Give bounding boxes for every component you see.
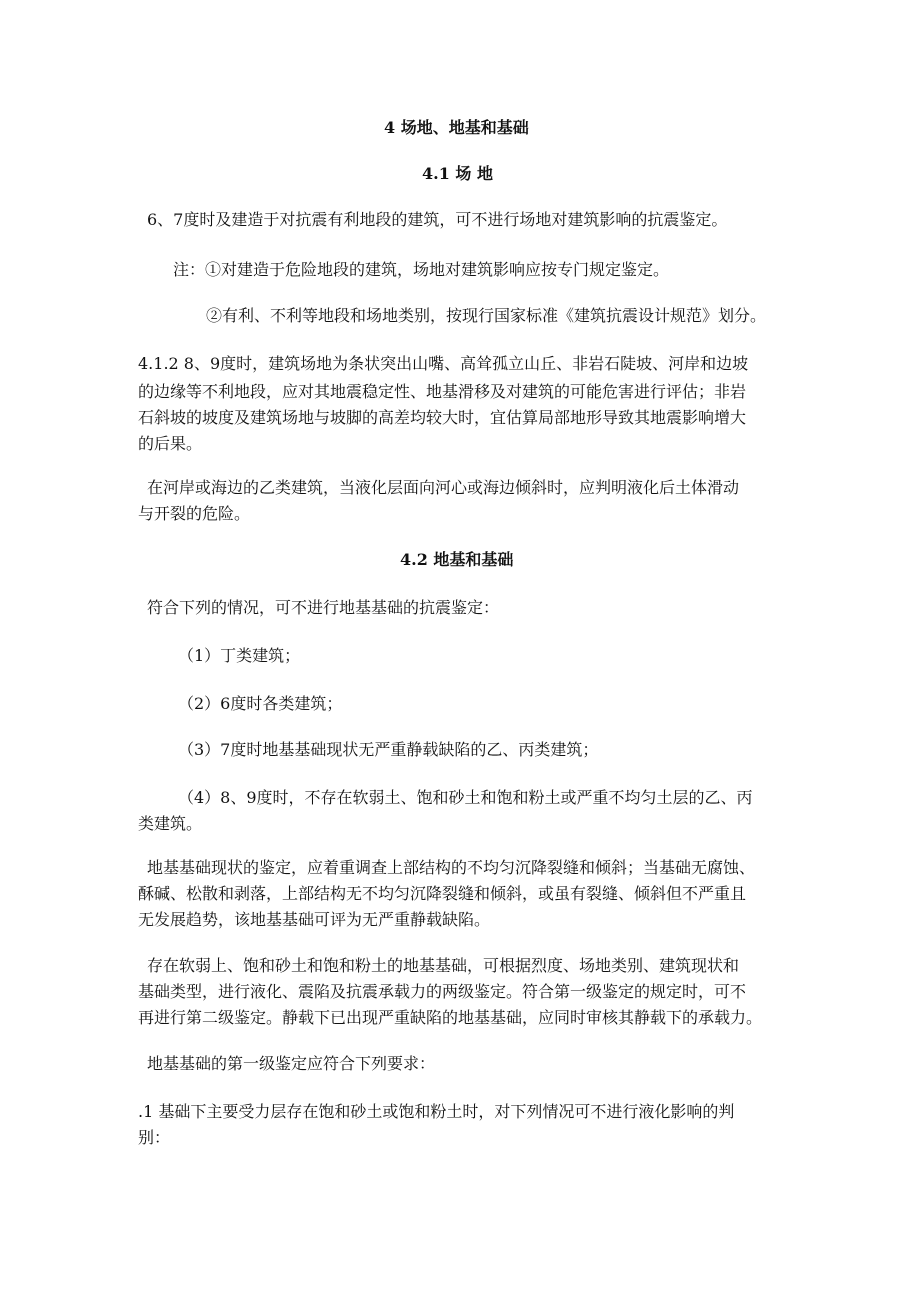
paragraph-line: 4.1.2 8、9度时，建筑场地为条状突出山嘴、高耸孤立山丘、非岩石陡坡、河岸和边坡 (138, 354, 749, 373)
paragraph-line: 无发展趋势，该地基基础可评为无严重静载缺陷。 (138, 910, 491, 929)
list-item: （4）8、9度时，不存在软弱土、饱和砂土和饱和粉土或严重不均匀土层的乙、丙 (178, 788, 753, 807)
paragraph-line: .1 基础下主要受力层存在饱和砂土或饱和粉土时，对下列情况可不进行液化影响的判 (138, 1102, 735, 1121)
paragraph-line: 地基基础现状的鉴定，应着重调查上部结构的不均匀沉降裂缝和倾斜；当基础无腐蚀、 (147, 858, 756, 877)
paragraph-line: 别： (138, 1128, 171, 1147)
paragraph-line: 再进行第二级鉴定。静载下已出现严重缺陷的地基基础，应同时审核其静载下的承载力。 (138, 1008, 763, 1027)
list-item-continuation: 类建筑。 (138, 814, 203, 833)
list-item: （3）7度时地基基础现状无严重静载缺陷的乙、丙类建筑； (178, 740, 599, 759)
paragraph: 符合下列的情况，可不进行地基基础的抗震鉴定： (147, 598, 500, 617)
paragraph: 地基基础的第一级鉴定应符合下列要求： (147, 1054, 436, 1073)
paragraph-line: 酥碱、松散和剥落，上部结构无不均匀沉降裂缝和倾斜，或虽有裂缝、倾斜但不严重且 (138, 884, 747, 903)
section-heading-4-2: 4.2 地基和基础 (400, 550, 514, 569)
paragraph-line: 的边缘等不利地段，应对其地震稳定性、地基滑移及对建筑的可能危害进行评估；非岩 (138, 382, 747, 401)
paragraph: 6、7度时及建造于对抗震有利地段的建筑，可不进行场地对建筑影响的抗震鉴定。 (147, 210, 728, 229)
paragraph-line: 与开裂的危险。 (138, 504, 251, 523)
list-item: （1）丁类建筑； (178, 646, 301, 665)
note-2: ②有利、不利等地段和场地类别，按现行国家标准《建筑抗震设计规范》划分。 (206, 306, 767, 325)
chapter-title: 4 场地、地基和基础 (384, 118, 529, 137)
paragraph-line: 存在软弱上、饱和砂土和饱和粉土的地基基础，可根据烈度、场地类别、建筑现状和 (147, 956, 740, 975)
note-1: 注：①对建造于危险地段的建筑，场地对建筑影响应按专门规定鉴定。 (173, 260, 670, 279)
section-heading-4-1: 4.1 场 地 (422, 164, 493, 183)
list-item: （2）6度时各类建筑； (178, 694, 343, 713)
paragraph-line: 石斜坡的坡度及建筑场地与坡脚的高差均较大时，宜估算局部地形导致其地震影响增大 (138, 408, 747, 427)
paragraph-line: 基础类型，进行液化、震陷及抗震承载力的两级鉴定。符合第一级鉴定的规定时，可不 (138, 982, 747, 1001)
paragraph-line: 的后果。 (138, 434, 203, 453)
paragraph-line: 在河岸或海边的乙类建筑，当液化层面向河心或海边倾斜时，应判明液化后土体滑动 (147, 478, 740, 497)
